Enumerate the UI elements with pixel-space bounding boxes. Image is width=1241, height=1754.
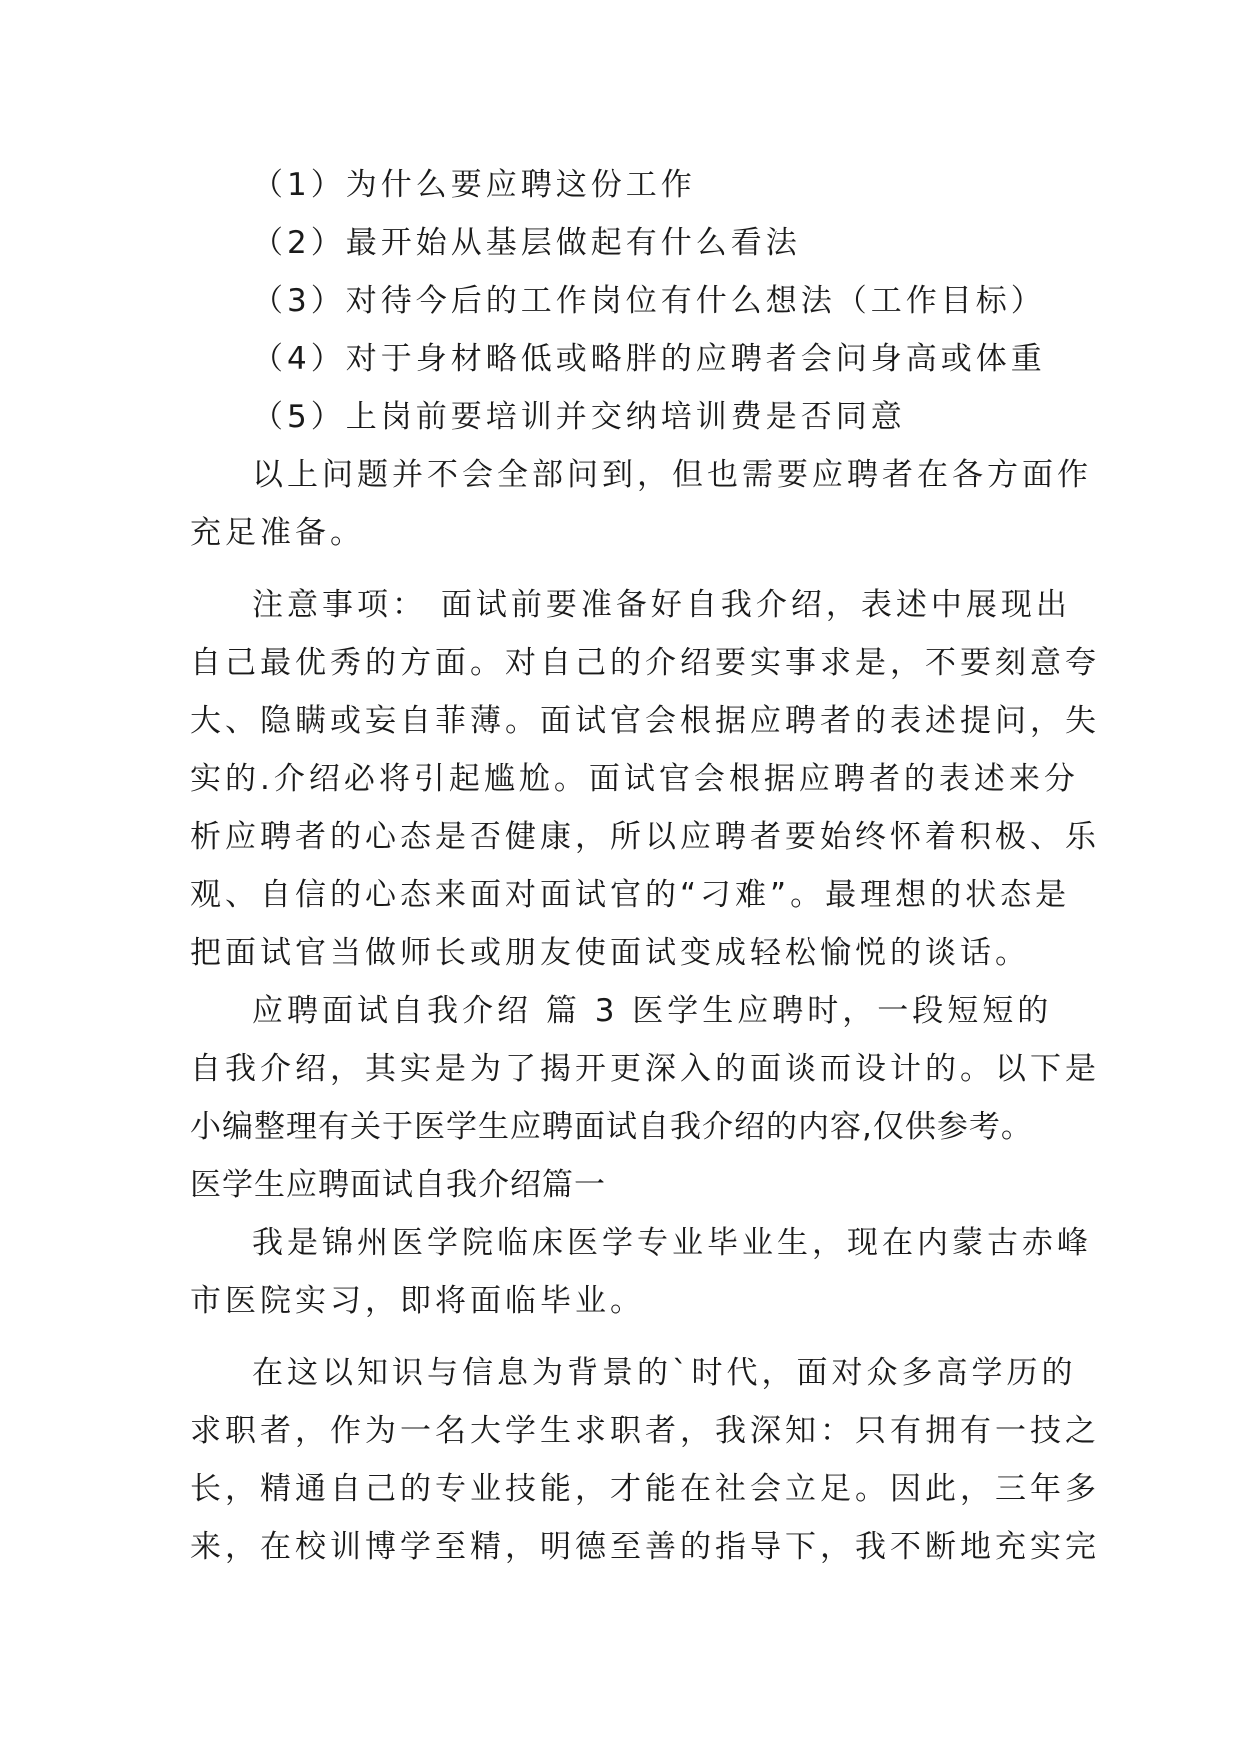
paragraph-line: 把面试官当做师长或朋友使面试变成轻松愉悦的谈话。 [190,935,1030,971]
paragraph-line: 我是锦州医学院临床医学专业毕业生，现在内蒙古赤峰 [252,1225,1092,1261]
paragraph-line: 小编整理有关于医学生应聘面试自我介绍的内容,仅供参考。 [190,1109,1033,1145]
paragraph-line: 求职者，作为一名大学生求职者，我深知：只有拥有一技之 [190,1413,1100,1449]
list-item-5: （5）上岗前要培训并交纳培训费是否同意 [252,399,906,435]
paragraph-line: 市医院实习，即将面临毕业。 [190,1283,645,1319]
list-item-3: （3）对待今后的工作岗位有什么想法（工作目标） [252,283,1046,319]
paragraph-line: 大、隐瞒或妄自菲薄。面试官会根据应聘者的表述提问，失 [190,703,1100,739]
section-heading-line: 应聘面试自我介绍 篇 3 医学生应聘时，一段短短的 [252,993,1053,1029]
list-item-1: （1）为什么要应聘这份工作 [252,167,696,203]
paragraph-line: 自己最优秀的方面。对自己的介绍要实事求是，不要刻意夸 [190,645,1100,681]
paragraph-line: 充足准备。 [190,515,365,551]
document-body [190,156,1100,1576]
subsection-title: 医学生应聘面试自我介绍篇一 [190,1167,606,1203]
paragraph-line: 析应聘者的心态是否健康，所以应聘者要始终怀着积极、乐 [190,819,1100,855]
paragraph-gap [190,1330,1070,1344]
paragraph-line: 长，精通自己的专业技能，才能在社会立足。因此，三年多 [190,1471,1100,1507]
paragraph-line: 实的.介绍必将引起尴尬。面试官会根据应聘者的表述来分 [190,761,1079,797]
paragraph-line: 自我介绍，其实是为了揭开更深入的面谈而设计的。以下是 [190,1051,1100,1087]
paragraph-gap [190,562,1070,576]
list-item-4: （4）对于身材略低或略胖的应聘者会问身高或体重 [252,341,1046,377]
paragraph-line: 来，在校训博学至精，明德至善的指导下，我不断地充实完 [190,1529,1100,1565]
paragraph-line: 在这以知识与信息为背景的`时代，面对众多高学历的 [252,1355,1077,1391]
paragraph-line: 注意事项： 面试前要准备好自我介绍，表述中展现出 [252,587,1071,623]
list-item-2: （2）最开始从基层做起有什么看法 [252,225,801,261]
paragraph-line: 观、自信的心态来面对面试官的“刁难”。最理想的状态是 [190,877,1071,913]
paragraph-line: 以上问题并不会全部问到，但也需要应聘者在各方面作 [252,457,1092,493]
